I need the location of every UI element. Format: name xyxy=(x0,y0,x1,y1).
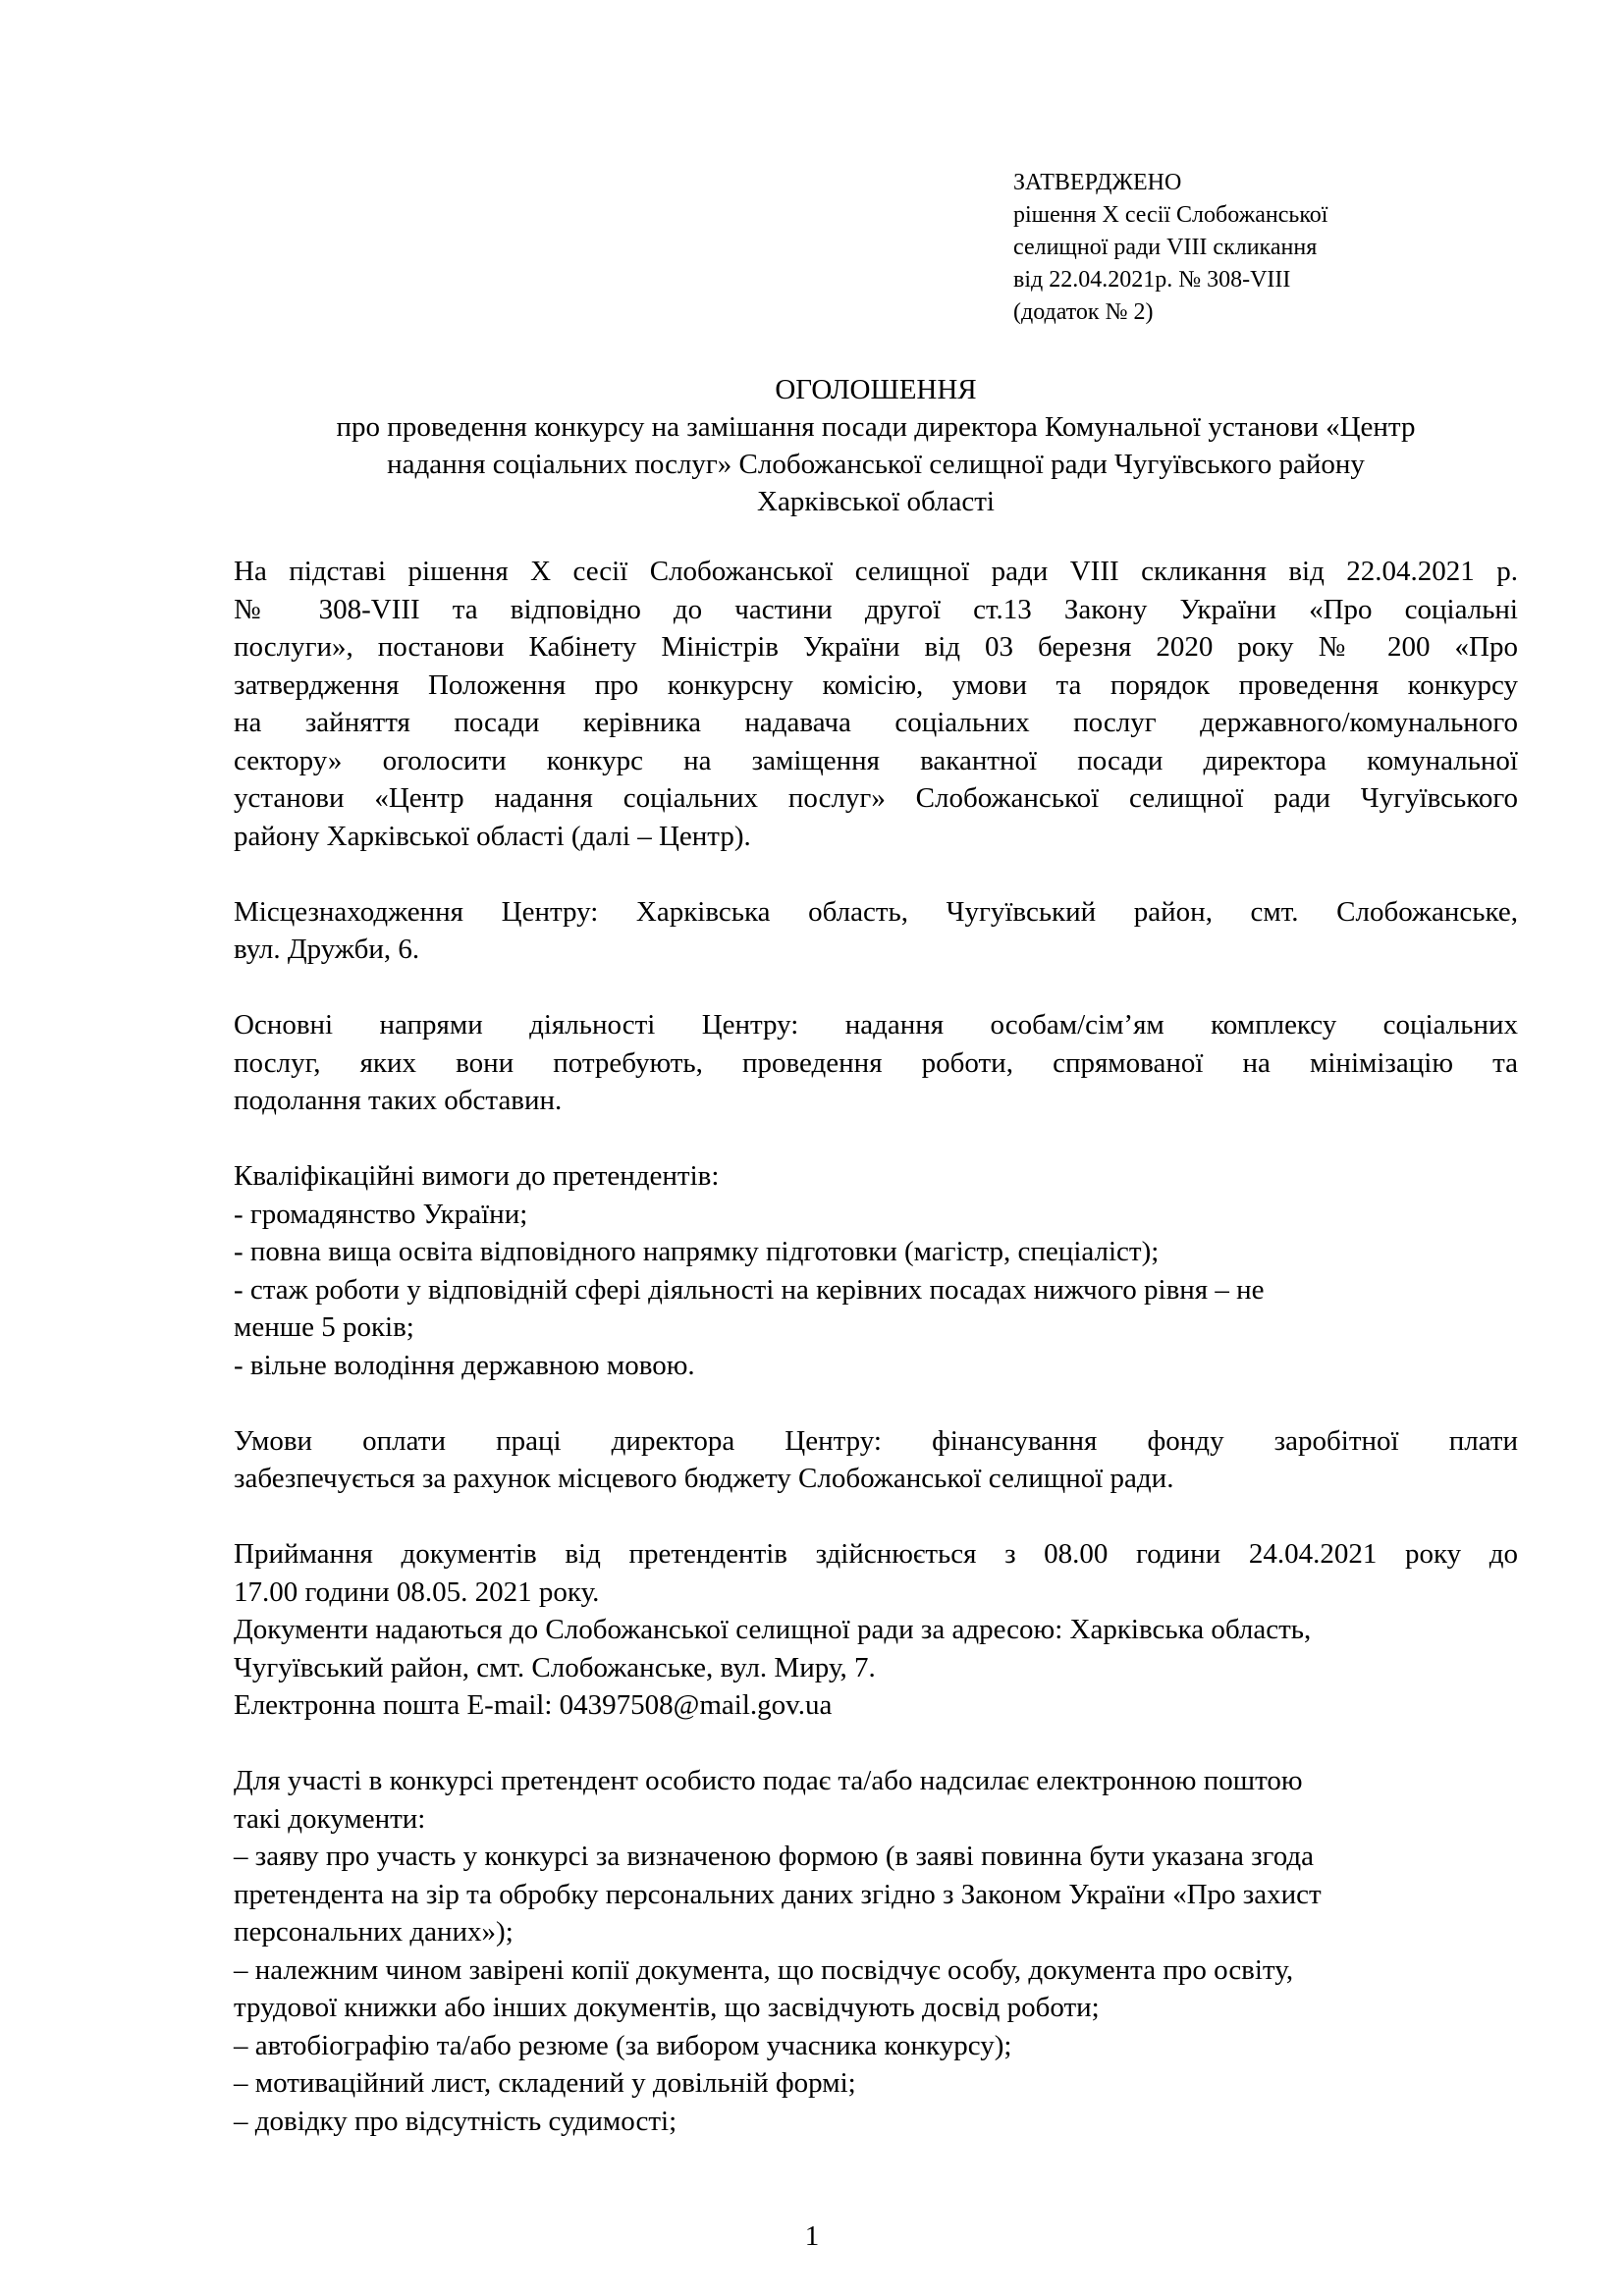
paragraph-activities xyxy=(234,1006,1518,1120)
approval-line: ЗАТВЕРДЖЕНО xyxy=(1013,170,1182,195)
paragraph-submission xyxy=(234,1535,1518,1725)
page-number: 1 xyxy=(804,2220,820,2252)
text-line: сектору» оголосити конкурс на заміщення вакантної посади директора комунальної xyxy=(234,744,1518,776)
document-body xyxy=(234,553,1518,2140)
text-line: подолання таких обставин. xyxy=(234,1085,563,1116)
email-line: Електронна пошта E-mail: 04397508@mail.gov.ua xyxy=(234,1689,833,1721)
approval-line: (додаток № 2) xyxy=(1013,299,1154,325)
text-line: установи «Центр надання соціальних послуг» Слобожанської селищної ради Чугуївського xyxy=(234,782,1518,814)
text-line: затвердження Положення про конкурсну комісію, умови та порядок проведення конкурсу xyxy=(234,668,1518,701)
paragraph-location xyxy=(234,893,1518,969)
list-item: – мотиваційний лист, складений у довільній формі; xyxy=(234,2067,856,2099)
title-line: надання соціальних послуг» Слобожанської селищної ради Чугуївського району xyxy=(387,449,1365,480)
title-heading: ОГОЛОШЕННЯ xyxy=(775,374,977,405)
list-item: – довідку про відсутність судимості; xyxy=(234,2105,677,2137)
text-line: Приймання документів від претендентів здійснюється з 08.00 години 24.04.2021 року до xyxy=(234,1538,1518,1570)
text-line: Місцезнаходження Центру: Харківська область, Чугуївський район, смт. Слобожанське, xyxy=(234,895,1518,928)
text-line: 17.00 години 08.05. 2021 року. xyxy=(234,1575,600,1608)
paragraph-documents xyxy=(234,1762,1518,2140)
text-line: вул. Дружби, 6. xyxy=(234,934,420,965)
paragraph-requirements xyxy=(234,1157,1518,1384)
list-item: менше 5 років; xyxy=(234,1311,414,1343)
title-line: про проведення конкурсу на замішання посади директора Комунальної установи «Центр xyxy=(336,411,1416,443)
text-line: такі документи: xyxy=(234,1802,426,1835)
approval-stamp xyxy=(1013,167,1327,329)
list-item: персональних даних»); xyxy=(234,1916,514,1948)
list-item: - стаж роботи у відповідній сфері діяльності на керівних посадах нижчого рівня – не xyxy=(234,1273,1265,1306)
text-line: послуги», постанови Кабінету Міністрів України від 03 березня 2020 року № 200 «Про xyxy=(234,631,1518,663)
title-line: Харківської області xyxy=(757,486,995,517)
list-item: трудової книжки або інших документів, що засвідчують досвід роботи; xyxy=(234,1992,1100,2023)
text-line: Для участі в конкурсі претендент особисто подає та/або надсилає електронною поштою xyxy=(234,1765,1303,1796)
text-line: Чугуївський район, смт. Слобожанське, вул. Миру, 7. xyxy=(234,1651,876,1683)
text-line: забезпечується за рахунок місцевого бюджету Слобожанської селищної ради. xyxy=(234,1463,1174,1494)
list-item: – автобіографію та/або резюме (за вибором учасника конкурсу); xyxy=(234,2029,1012,2061)
list-item: претендента на зір та обробку персональних даних згідно з Законом України «Про захист xyxy=(234,1878,1322,1910)
list-item: - громадянство України; xyxy=(234,1198,528,1230)
text-line: послуг, яких вони потребують, проведення роботи, спрямованої на мінімізацію та xyxy=(234,1046,1518,1079)
paragraph-basis xyxy=(234,553,1518,855)
text-line: Основні напрями діяльності Центру: надання особам/сім’ям комплексу соціальних xyxy=(234,1009,1518,1041)
list-item: - вільне володіння державною мовою. xyxy=(234,1349,695,1381)
list-item: - повна вища освіта відповідного напрямку підготовки (магістр, спеціаліст); xyxy=(234,1236,1160,1267)
text-line: району Харківської області (далі – Центр). xyxy=(234,820,751,852)
text-line: на зайняття посади керівника надавача соціальних послуг державного/комунального xyxy=(234,707,1518,738)
approval-line: рішення X сесії Слобожанської xyxy=(1013,202,1328,228)
text-line: Документи надаються до Слобожанської селищної ради за адресою: Харківська область, xyxy=(234,1614,1312,1645)
document-title xyxy=(234,371,1518,520)
text-line: Умови оплати праці директора Центру: фінансування фонду заробітної плати xyxy=(234,1424,1518,1457)
approval-line: селищної ради VIII скликання xyxy=(1013,235,1318,260)
list-item: – заяву про участь у конкурсі за визначеною формою (в заяві повинна бути указана згода xyxy=(234,1841,1315,1872)
text-line: Кваліфікаційні вимоги до претендентів: xyxy=(234,1160,720,1192)
approval-line: від 22.04.2021р. № 308-VIII xyxy=(1013,267,1291,293)
text-line: № 308-VIII та відповідно до частини другої ст.13 Закону України «Про соціальні xyxy=(234,593,1518,625)
paragraph-salary xyxy=(234,1422,1518,1498)
list-item: – належним чином завірені копії документа, що посвідчує особу, документа про освіту, xyxy=(234,1953,1294,1986)
text-line: На підставі рішення X сесії Слобожанської селищної ради VIII скликання від 22.04.2021 р. xyxy=(234,556,1518,587)
